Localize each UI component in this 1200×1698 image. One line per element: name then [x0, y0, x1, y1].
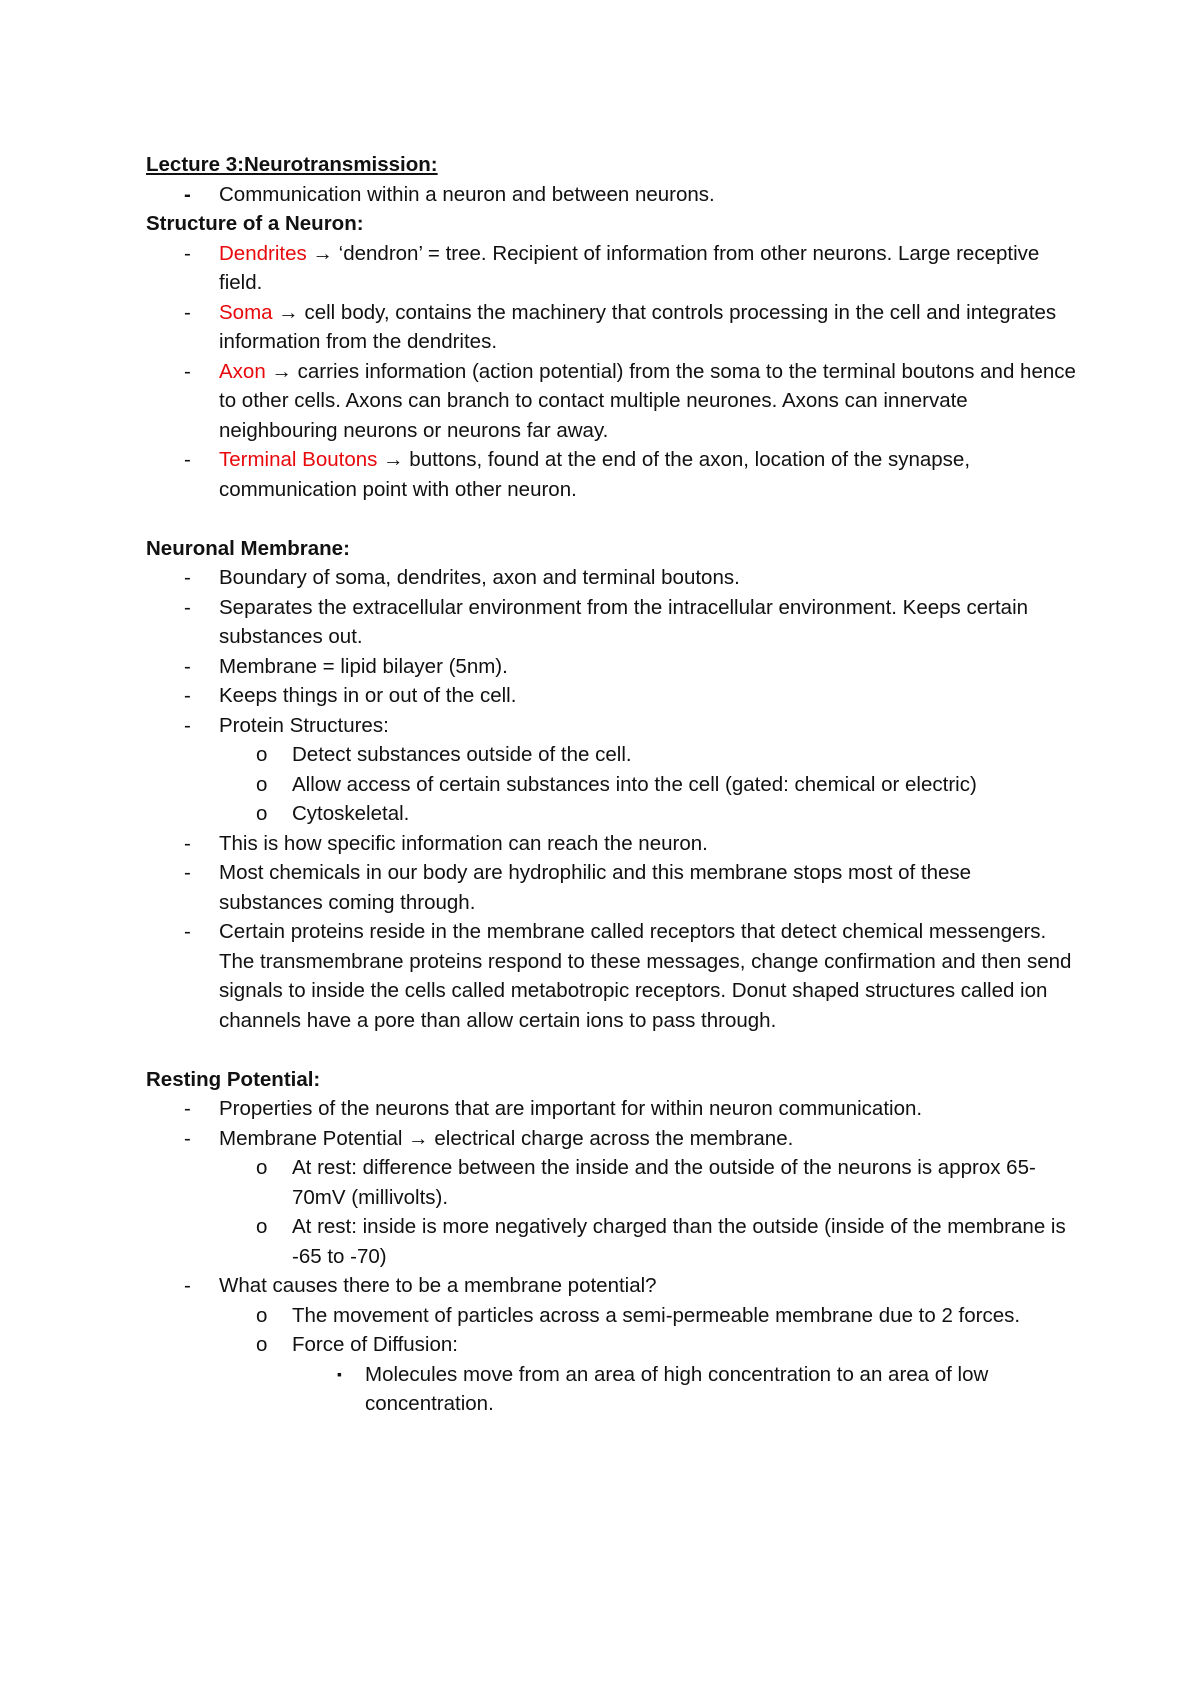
- sub-list-item-text: Detect substances outside of the cell.: [292, 743, 632, 766]
- term-label: Dendrites: [219, 241, 307, 265]
- dash-marker: -: [184, 861, 191, 884]
- term-description: carries information (action potential) from the soma to the terminal boutons and hence to other cells. Axons can branch to contact multiple neurones. Axons can innervate neighbouring neurons or neurons far away.: [219, 359, 1076, 442]
- structure-item-axon: [146, 357, 1076, 446]
- list-item: [146, 1124, 1076, 1154]
- list-item: [146, 563, 1076, 593]
- circle-marker: o: [256, 1333, 268, 1356]
- intro-item: [146, 180, 1076, 210]
- arrow-icon: →: [408, 1126, 429, 1150]
- dash-marker: -: [184, 241, 191, 265]
- list-item: [146, 681, 1076, 711]
- sub-list-item: [146, 1153, 1076, 1212]
- list-item-text: electrical charge across the membrane.: [434, 1126, 794, 1150]
- circle-marker: o: [256, 1215, 268, 1238]
- list-item: [146, 593, 1076, 652]
- list-item: [146, 1271, 1076, 1301]
- list-item-text: Membrane = lipid bilayer (5nm).: [219, 654, 508, 678]
- structure-item-dendrites: [146, 239, 1076, 298]
- sub-list-item-text: At rest: inside is more negatively charged than the outside (inside of the membrane is -65 to -70): [292, 1215, 1066, 1268]
- list-item: [146, 711, 1076, 741]
- list-item-text: Properties of the neurons that are important for within neuron communication.: [219, 1097, 923, 1120]
- term-label: Terminal Boutons: [219, 448, 378, 471]
- list-item-text: Separates the extracellular environment from the intracellular environment. Keeps certain substances out.: [219, 595, 1029, 648]
- circle-marker: o: [256, 743, 268, 766]
- term-description: cell body, contains the machinery that controls processing in the cell and integrates information from the dendrites.: [219, 300, 1057, 353]
- sub-list-item-text: Cytoskeletal.: [292, 802, 410, 825]
- dash-marker: -: [184, 713, 191, 737]
- circle-marker: o: [256, 1156, 268, 1179]
- dash-marker: -: [184, 359, 191, 383]
- dash-marker: -: [184, 595, 191, 619]
- arrow-icon: →: [278, 300, 299, 324]
- dash-marker: -: [184, 831, 191, 855]
- list-item-text: Certain proteins reside in the membrane called receptors that detect chemical messengers. The transmembrane proteins respond to these messages, change confirmation and then send signals to inside the cells called metabotropic receptors. Donut shaped structures called ion channels have a pore than allow certain ions to pass through.: [219, 920, 1072, 1032]
- resting-heading: Resting Potential:: [146, 1067, 321, 1091]
- lecture-notes: [146, 150, 1076, 1419]
- sub-list-item-text: The movement of particles across a semi-permeable membrane due to 2 forces.: [292, 1303, 1021, 1327]
- lecture-title: Lecture 3:Neurotransmission:: [146, 153, 438, 176]
- list-item: [146, 829, 1076, 859]
- sub-list-item-text: Allow access of certain substances into the cell (gated: chemical or electric): [292, 772, 977, 796]
- structure-item-soma: [146, 298, 1076, 357]
- sub-list-item: [146, 799, 1076, 829]
- section-spacer: [146, 504, 1076, 534]
- arrow-icon: →: [271, 359, 292, 383]
- dash-marker: -: [184, 1126, 191, 1150]
- arrow-icon: →: [383, 448, 404, 471]
- arrow-icon: →: [312, 241, 333, 265]
- section-spacer: [146, 1035, 1076, 1065]
- dash-marker: -: [184, 1097, 191, 1120]
- dash-marker: -: [184, 448, 191, 471]
- list-item-text: Keeps things in or out of the cell.: [219, 684, 517, 707]
- list-item-text: Most chemicals in our body are hydrophilic and this membrane stops most of these substances coming through.: [219, 861, 972, 914]
- sub-list-item: [146, 1301, 1076, 1331]
- dash-marker: -: [184, 654, 191, 678]
- list-item-text: This is how specific information can reach the neuron.: [219, 831, 708, 855]
- dash-marker: -: [184, 182, 191, 206]
- structure-item-terminal-boutons: [146, 445, 1076, 504]
- dash-marker: -: [184, 1274, 191, 1297]
- term-label: Soma: [219, 300, 273, 324]
- list-item-text: Protein Structures:: [219, 713, 389, 737]
- sub-list-item-text: Force of Diffusion:: [292, 1333, 458, 1356]
- list-item-lead: Membrane Potential: [219, 1126, 403, 1150]
- list-item-text: What causes there to be a membrane potential?: [219, 1274, 657, 1297]
- circle-marker: o: [256, 802, 268, 825]
- dash-marker: -: [184, 300, 191, 324]
- list-item: [146, 917, 1076, 1035]
- list-item: [146, 858, 1076, 917]
- term-description: buttons, found at the end of the axon, location of the synapse, communication point with other neuron.: [219, 448, 971, 501]
- dash-marker: -: [184, 566, 191, 589]
- list-item: [146, 652, 1076, 682]
- term-label: Axon: [219, 359, 266, 383]
- sub-sub-list-item-text: Molecules move from an area of high concentration to an area of low concentration.: [365, 1362, 989, 1415]
- sub-list-item: [146, 1212, 1076, 1271]
- dash-marker: -: [184, 920, 191, 943]
- intro-text: Communication within a neuron and between neurons.: [219, 182, 715, 206]
- membrane-heading: Neuronal Membrane:: [146, 536, 350, 560]
- sub-list-item-text: At rest: difference between the inside and the outside of the neurons is approx 65-70mV (millivolts).: [292, 1156, 1036, 1209]
- structure-heading: Structure of a Neuron:: [146, 212, 364, 235]
- sub-list-item: [146, 770, 1076, 800]
- sub-list-item: [146, 740, 1076, 770]
- sub-sub-list-item: [146, 1360, 1076, 1419]
- circle-marker: o: [256, 772, 268, 796]
- dash-marker: -: [184, 684, 191, 707]
- sub-list-item: [146, 1330, 1076, 1360]
- list-item-text: Boundary of soma, dendrites, axon and terminal boutons.: [219, 566, 740, 589]
- circle-marker: o: [256, 1303, 268, 1327]
- list-item: [146, 1094, 1076, 1124]
- square-marker: ▪: [337, 1365, 342, 1382]
- term-description: ‘dendron’ = tree. Recipient of information from other neurons. Large receptive field.: [219, 241, 1040, 294]
